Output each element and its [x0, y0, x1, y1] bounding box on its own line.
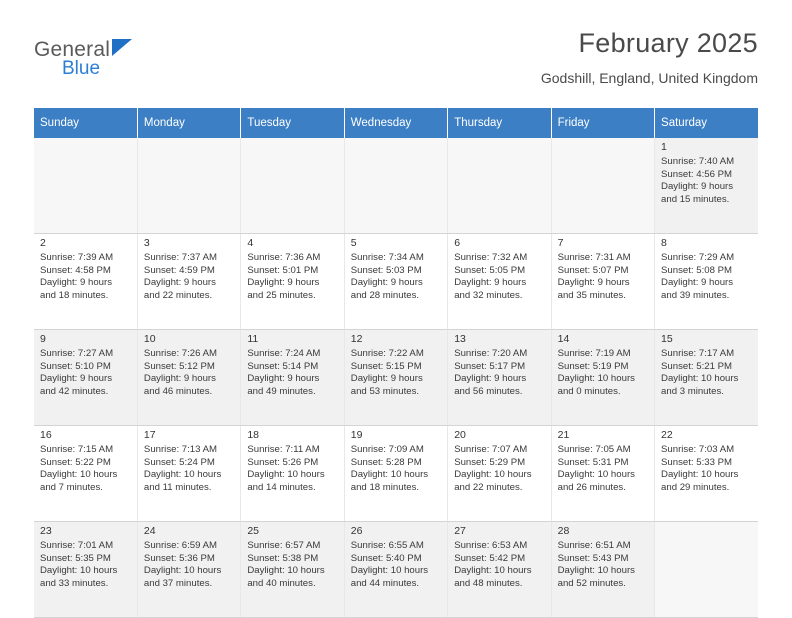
calendar-cell-empty	[655, 522, 758, 618]
day-detail-line: and 22 minutes.	[143, 289, 213, 301]
day-detail-line: Daylight: 10 hours	[40, 565, 118, 577]
day-detail-line: and 33 minutes.	[40, 577, 109, 589]
day-detail-line: Daylight: 9 hours	[557, 277, 630, 289]
day-detail-line: Sunrise: 7:09 AM	[350, 444, 424, 456]
calendar-cell-empty	[241, 138, 344, 234]
day-detail-line: Sunrise: 7:36 AM	[247, 252, 321, 264]
day-detail-line: Sunset: 5:43 PM	[557, 552, 629, 564]
day-detail-line: Sunset: 4:59 PM	[143, 264, 215, 276]
blue-flag-icon	[112, 38, 134, 58]
calendar-day-cell[interactable]	[344, 234, 447, 330]
day-detail-line: Daylight: 9 hours	[247, 373, 320, 385]
day-detail-line: Sunset: 5:17 PM	[454, 360, 526, 372]
calendar-day-cell[interactable]	[551, 522, 654, 618]
day-detail-line: Daylight: 9 hours	[350, 277, 423, 289]
day-detail-line: Sunrise: 7:37 AM	[143, 252, 217, 264]
day-detail-line: Sunrise: 7:24 AM	[247, 348, 321, 360]
day-detail-line: Sunset: 5:36 PM	[143, 552, 215, 564]
day-number: 1	[661, 141, 667, 153]
day-detail-line: Sunrise: 7:29 AM	[661, 252, 735, 264]
calendar-day-cell[interactable]	[241, 234, 344, 330]
day-number: 19	[350, 429, 363, 441]
calendar-cell-empty	[448, 138, 551, 234]
day-detail-line: and 18 minutes.	[40, 289, 109, 301]
day-detail-line: and 49 minutes.	[247, 385, 316, 397]
calendar-cell-empty	[551, 138, 654, 234]
day-detail-line: and 14 minutes.	[247, 481, 316, 493]
day-detail-line: Sunset: 5:12 PM	[143, 360, 215, 372]
day-detail-line: and 37 minutes.	[143, 577, 213, 589]
calendar-day-cell[interactable]	[137, 234, 240, 330]
day-detail-line: Daylight: 10 hours	[557, 469, 635, 481]
day-detail-line: and 29 minutes.	[661, 481, 730, 493]
day-number: 21	[557, 429, 570, 441]
calendar-day-cell[interactable]	[137, 330, 240, 426]
day-number: 18	[247, 429, 260, 441]
calendar-day-cell[interactable]	[241, 522, 344, 618]
day-detail-line: and 56 minutes.	[454, 385, 523, 397]
day-detail-line: Sunset: 5:15 PM	[350, 360, 422, 372]
day-detail-line: and 42 minutes.	[40, 385, 109, 397]
day-number: 13	[454, 333, 466, 345]
day-detail-line: Sunset: 5:07 PM	[557, 264, 629, 276]
day-detail-line: and 44 minutes.	[350, 577, 420, 589]
day-number: 28	[557, 525, 570, 537]
day-detail-line: Sunset: 4:56 PM	[661, 168, 732, 180]
day-detail-line: and 39 minutes.	[661, 289, 730, 301]
day-detail-line: Daylight: 9 hours	[454, 277, 527, 289]
day-detail-line: and 3 minutes.	[661, 385, 724, 397]
calendar-day-cell[interactable]	[448, 522, 551, 618]
weekday-header-tuesday: Tuesday	[241, 108, 344, 138]
weekday-header-friday: Friday	[551, 108, 654, 138]
day-number: 16	[40, 429, 52, 441]
day-detail-line: Sunset: 5:21 PM	[661, 360, 732, 372]
day-number: 14	[557, 333, 570, 345]
day-detail-line: Sunset: 5:08 PM	[661, 264, 732, 276]
day-detail-line: Sunrise: 7:03 AM	[661, 444, 735, 456]
day-number: 7	[557, 237, 564, 249]
day-detail-line: Daylight: 10 hours	[557, 373, 635, 385]
day-detail-line: and 48 minutes.	[454, 577, 523, 589]
calendar-week-row	[34, 330, 758, 426]
logo-word-general: General	[34, 38, 111, 61]
day-detail-line: Sunrise: 7:13 AM	[143, 444, 217, 456]
day-detail-line: Sunrise: 7:40 AM	[661, 156, 735, 168]
day-detail-line: and 53 minutes.	[350, 385, 420, 397]
day-detail-line: Sunset: 5:01 PM	[247, 264, 319, 276]
day-detail-line: Daylight: 9 hours	[143, 373, 216, 385]
day-detail-line: Sunset: 5:40 PM	[350, 552, 422, 564]
day-detail-line: Sunset: 5:33 PM	[661, 456, 732, 468]
day-detail-line: Sunrise: 7:27 AM	[40, 348, 114, 360]
day-detail-line: Sunset: 4:58 PM	[40, 264, 111, 276]
day-number: 26	[350, 525, 363, 537]
day-detail-line: Daylight: 9 hours	[247, 277, 320, 289]
day-detail-line: Sunset: 5:19 PM	[557, 360, 629, 372]
logo-word-blue: Blue	[62, 58, 101, 79]
day-detail-line: and 26 minutes.	[557, 481, 626, 493]
day-detail-line: Daylight: 10 hours	[557, 565, 635, 577]
calendar-week-row	[34, 138, 758, 234]
day-detail-line: and 35 minutes.	[557, 289, 626, 301]
day-detail-line: Sunrise: 7:31 AM	[557, 252, 631, 264]
calendar-day-cell[interactable]	[551, 330, 654, 426]
day-number: 2	[40, 237, 46, 249]
day-detail-line: Sunrise: 6:55 AM	[350, 540, 424, 552]
day-detail-line: and 18 minutes.	[350, 481, 420, 493]
day-detail-line: and 46 minutes.	[143, 385, 213, 397]
calendar-day-cell[interactable]	[344, 426, 447, 522]
day-number: 12	[350, 333, 363, 345]
day-detail-line: Daylight: 10 hours	[247, 565, 325, 577]
day-detail-line: Daylight: 9 hours	[661, 277, 734, 289]
day-detail-line: Sunset: 5:38 PM	[247, 552, 319, 564]
calendar-day-cell[interactable]	[34, 426, 137, 522]
day-detail-line: Sunset: 5:42 PM	[454, 552, 526, 564]
day-detail-line: Daylight: 10 hours	[247, 469, 325, 481]
day-number: 20	[454, 429, 466, 441]
day-detail-line: Daylight: 9 hours	[661, 181, 734, 193]
day-detail-line: and 7 minutes.	[40, 481, 103, 493]
day-detail-line: Sunset: 5:22 PM	[40, 456, 111, 468]
day-detail-line: and 52 minutes.	[557, 577, 626, 589]
calendar-day-cell[interactable]	[655, 234, 758, 330]
day-detail-line: Sunrise: 7:32 AM	[454, 252, 528, 264]
day-detail-line: and 0 minutes.	[557, 385, 621, 397]
day-number: 23	[40, 525, 52, 537]
day-detail-line: Daylight: 10 hours	[661, 469, 739, 481]
calendar-day-cell[interactable]	[241, 426, 344, 522]
day-detail-line: Daylight: 10 hours	[350, 469, 429, 481]
calendar-day-cell[interactable]	[448, 426, 551, 522]
calendar-table	[34, 108, 758, 618]
day-detail-line: Daylight: 10 hours	[661, 373, 739, 385]
day-detail-line: Sunrise: 7:34 AM	[350, 252, 424, 264]
day-detail-line: Sunset: 5:24 PM	[143, 456, 215, 468]
day-detail-line: Sunrise: 7:19 AM	[557, 348, 631, 360]
day-detail-line: and 28 minutes.	[350, 289, 420, 301]
day-detail-line: Daylight: 9 hours	[40, 373, 112, 385]
calendar-day-cell[interactable]	[344, 330, 447, 426]
day-number: 25	[247, 525, 260, 537]
calendar-day-cell[interactable]	[34, 234, 137, 330]
day-detail-line: Daylight: 10 hours	[143, 565, 222, 577]
day-number: 22	[661, 429, 673, 441]
day-detail-line: Sunset: 5:10 PM	[40, 360, 111, 372]
day-detail-line: Sunrise: 7:22 AM	[350, 348, 424, 360]
day-detail-line: Sunset: 5:31 PM	[557, 456, 629, 468]
day-detail-line: Daylight: 10 hours	[40, 469, 118, 481]
calendar-cell-empty	[137, 138, 240, 234]
calendar-day-cell[interactable]	[655, 426, 758, 522]
title-block	[541, 28, 758, 86]
calendar-day-cell[interactable]	[241, 330, 344, 426]
weekday-header-sunday: Sunday	[34, 108, 137, 138]
day-detail-line: Sunrise: 6:51 AM	[557, 540, 631, 552]
calendar-week-row	[34, 426, 758, 522]
calendar-day-cell[interactable]	[34, 330, 137, 426]
day-detail-line: Sunrise: 7:15 AM	[40, 444, 114, 456]
calendar-day-cell[interactable]	[448, 330, 551, 426]
page-header	[34, 28, 758, 102]
day-detail-line: Sunset: 5:35 PM	[40, 552, 111, 564]
day-detail-line: Sunrise: 7:26 AM	[143, 348, 217, 360]
day-detail-line: Daylight: 10 hours	[350, 565, 429, 577]
day-number: 5	[350, 237, 357, 249]
day-detail-line: Sunrise: 6:59 AM	[143, 540, 217, 552]
day-detail-line: Sunrise: 7:07 AM	[454, 444, 528, 456]
day-detail-line: Sunset: 5:28 PM	[350, 456, 422, 468]
day-number: 10	[143, 333, 156, 345]
day-detail-line: Sunrise: 7:39 AM	[40, 252, 114, 264]
day-detail-line: Sunrise: 6:57 AM	[247, 540, 321, 552]
weekday-header-row	[34, 108, 758, 138]
weekday-header-wednesday: Wednesday	[344, 108, 447, 138]
calendar-day-cell[interactable]	[655, 138, 758, 234]
day-detail-line: Sunrise: 7:20 AM	[454, 348, 528, 360]
day-number: 4	[247, 237, 254, 249]
day-number: 24	[143, 525, 156, 537]
day-number: 6	[454, 237, 461, 249]
day-detail-line: Daylight: 9 hours	[454, 373, 527, 385]
weekday-header-saturday: Saturday	[655, 108, 758, 138]
day-detail-line: Sunrise: 7:11 AM	[247, 444, 320, 456]
day-detail-line: and 11 minutes.	[143, 481, 212, 493]
day-number: 27	[454, 525, 466, 537]
calendar-day-cell[interactable]	[551, 234, 654, 330]
day-detail-line: Sunrise: 7:17 AM	[661, 348, 735, 360]
day-detail-line: Daylight: 10 hours	[143, 469, 222, 481]
weekday-header-thursday: Thursday	[448, 108, 551, 138]
day-number: 8	[661, 237, 667, 249]
day-detail-line: Daylight: 9 hours	[143, 277, 216, 289]
day-detail-line: Sunset: 5:03 PM	[350, 264, 422, 276]
day-detail-line: and 25 minutes.	[247, 289, 316, 301]
day-detail-line: Daylight: 9 hours	[40, 277, 112, 289]
day-detail-line: Sunset: 5:05 PM	[454, 264, 526, 276]
location-subtitle: Godshill, England, United Kingdom	[540, 70, 758, 86]
day-number: 15	[661, 333, 673, 345]
day-detail-line: Sunset: 5:29 PM	[454, 456, 526, 468]
day-number: 3	[143, 237, 150, 249]
generalblue-logo	[34, 38, 214, 80]
day-detail-line: and 40 minutes.	[247, 577, 316, 589]
calendar-body	[34, 138, 758, 618]
calendar-day-cell[interactable]	[448, 234, 551, 330]
page-title: February 2025	[578, 28, 758, 58]
calendar-week-row	[34, 234, 758, 330]
day-detail-line: and 32 minutes.	[454, 289, 523, 301]
weekday-header-monday: Monday	[137, 108, 240, 138]
day-number: 11	[247, 333, 259, 345]
day-detail-line: Daylight: 10 hours	[454, 565, 532, 577]
calendar-day-cell[interactable]	[344, 522, 447, 618]
calendar-day-cell[interactable]	[655, 330, 758, 426]
day-detail-line: Sunrise: 6:53 AM	[454, 540, 528, 552]
calendar-cell-empty	[34, 138, 137, 234]
day-detail-line: Sunrise: 7:05 AM	[557, 444, 631, 456]
calendar-week-row	[34, 522, 758, 618]
day-detail-line: Sunset: 5:26 PM	[247, 456, 319, 468]
day-detail-line: and 15 minutes.	[661, 193, 730, 205]
calendar-day-cell[interactable]	[34, 522, 137, 618]
day-detail-line: Daylight: 10 hours	[454, 469, 532, 481]
calendar-day-cell[interactable]	[551, 426, 654, 522]
day-number: 9	[40, 333, 46, 345]
day-detail-line: and 22 minutes.	[454, 481, 523, 493]
day-detail-line: Sunrise: 7:01 AM	[40, 540, 114, 552]
day-detail-line: Daylight: 9 hours	[350, 373, 423, 385]
calendar-day-cell[interactable]	[137, 426, 240, 522]
calendar-day-cell[interactable]	[137, 522, 240, 618]
calendar-cell-empty	[344, 138, 447, 234]
day-detail-line: Sunset: 5:14 PM	[247, 360, 319, 372]
day-number: 17	[143, 429, 156, 441]
